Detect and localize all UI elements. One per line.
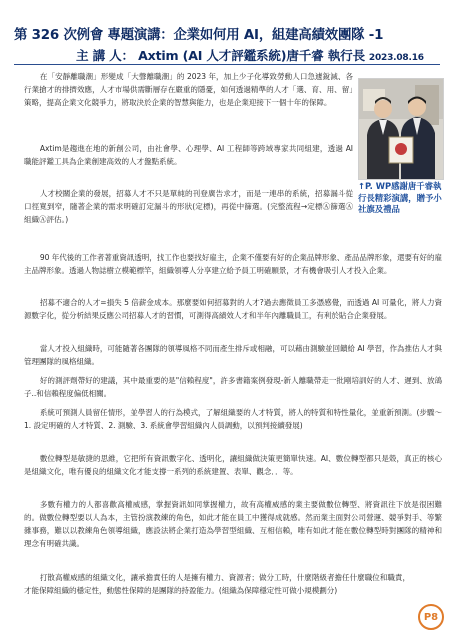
- page-number-badge: P8: [418, 604, 444, 630]
- photo-caption: ↑P. WP感謝唐千睿執行長精彩演講，贈予小社旗及禮品: [358, 181, 442, 214]
- speaker-text: 主 講 人： Axtim (AI 人才評鑑系統)唐千睿 執行長: [76, 48, 365, 63]
- paragraph: 在「安靜離職潮」形變成「大聲離職潮」的 2023 年，加上少子化導致勞動人口急遽銳減、各行業搶才的排擠效應，人才市場供需斷層存在嚴重的隱憂，如何透過精準的人才「選、育、用、留」策略，提高企業文化競爭力，將取決於企業的智慧與能力，也是企業迎接下一個十年的保障。: [24, 72, 353, 108]
- speaker-line: [76, 45, 448, 64]
- speakers-photo-illustration: [359, 79, 443, 179]
- event-date: 2023.08.16: [368, 53, 424, 63]
- paragraph: 好的測評劑帶好的建議，其中最重要的是"信賴程度"，許多書籍案例發現-新人離職帶走一批剛培訓好的人才、遲到、放鴿子..和信賴程度偏低相關。: [24, 376, 442, 399]
- paragraph: 人才校關企業的發展，招募人才不只是單純的刊登廣告求才，而是一連串的系統，招募漏斗從口徑寬到窄，隨著企業的需求明確訂定漏斗的形狀(定標)，再從中篩選。(完整流程→定標Ⓐ篩選Ⓐ組織Ⓐ評估。): [24, 189, 353, 225]
- paragraph: 招募不適合的人才=損失 5 倍薪金成本。那麼要如何招募對的人才?過去應徵員工多憑感覺，而透過 AI 可量化，將人力資源數字化，從分析結果反應公司招募人才的習慣，可測得高績效人才和半年內離職員工，有利於貼合企業發展。: [24, 298, 442, 321]
- header-divider: [14, 64, 440, 65]
- paragraph: 數位轉型是敏捷的思維，它把所有資訊數字化、透明化，讓組織做決策更簡單快速。AI、數位轉型都只是殼，真正的核心是組織文化，唯有優良的組織文化才能支撐一系列的系統建置、表單、觀念．．等。: [24, 454, 442, 477]
- paragraph: 打散高權威感的組織文化，讓承擔責任的人是擁有權力、資源者；做分工時，什麼階級者擔任什麼職位和職責，才能保障組織的穩定性，動態性保障的是團隊的持盈能力。(組織為保障穩定性可做小規模劃分): [24, 573, 410, 596]
- event-photo: [358, 78, 444, 180]
- paragraph: Axtim是趨進在地的新創公司，由社會學、心理學、AI 工程師等跨域專家共同組建，透過 AI 職能評鑑工具為企業創建高效的人才盤點系統。: [24, 144, 353, 167]
- paragraph: 系統可預測人員留任情形，並學習人的行為模式，了解組織要的人才特質，將人的特質和特性量化，並重新預測。(步驟～ 1. 設定明確的人才特質、2. 測驗、3. 系統會學習組織內人員調動，以預判接續發展): [24, 408, 442, 431]
- article-title: 第 326 次例會 專題演講：企業如何用 AI，組建高績效團隊 -1: [14, 28, 384, 43]
- paragraph: 當人才投入組織時，可能隨著各團隊的領導風格不同而產生排斥或相融，可以藉由測驗並回饋給 AI 學習，作為推估人才與管理團隊的風格組織。: [24, 344, 442, 367]
- paragraph: 多數有權力的人都喜歡高權威感，掌握資訊如同掌握權力，故有高權威感的業主要做數位轉型、將資訊往下放是很困難的。做數位轉型要以人為本，主管扮演教練的角色，如此才能在員工中獲得成就感。然而業主面對公司營運、競爭對手、等繁雜事務，難以以教練角色領導組織，應設法將企業打造為學習型組織、互相信賴，唯有如此才能在數位轉型時對團隊的精神和理念有明確共識。: [24, 500, 442, 549]
- paragraph: 90 年代後的工作者著重資訊透明，找工作也要找好雇主，企業不僅要有好的企業品牌形象、產品品牌形象，還要有好的雇主品牌形象。透過人物誌樹立模範標竿，組織領導人分享建立給予員工明確願景，才有機會吸引人才投入企業。: [24, 253, 442, 276]
